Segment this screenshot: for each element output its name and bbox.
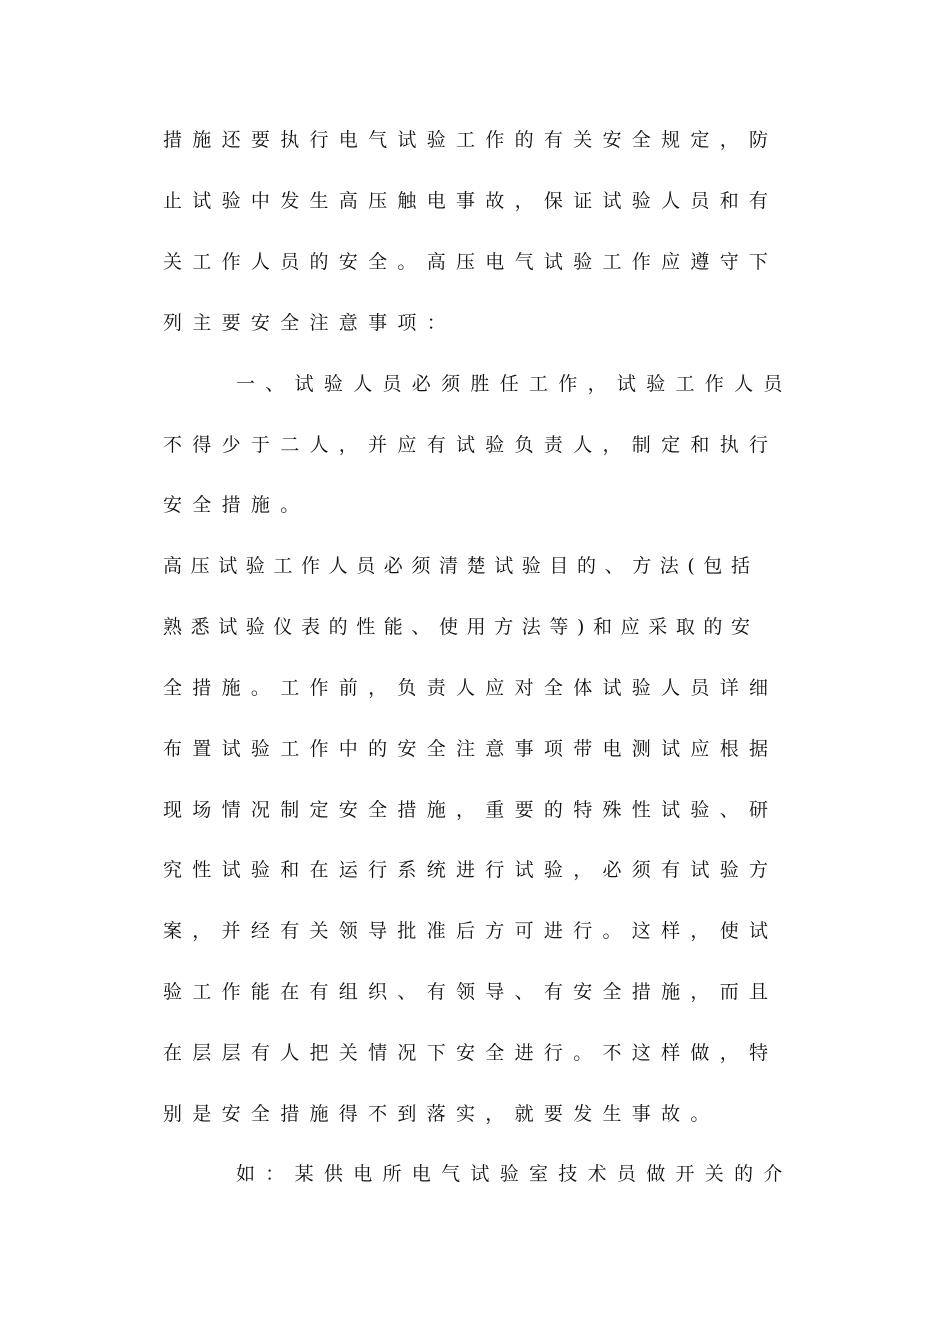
text-line: 安全措施。 (163, 494, 310, 516)
text-line: 布置试验工作中的安全注意事项带电测试应根据 (163, 738, 779, 760)
text-line: 一、试验人员必须胜任工作，试验工作人员 (236, 373, 793, 395)
text-line: 不得少于二人，并应有试验负责人，制定和执行 (163, 434, 779, 456)
text-line: 究性试验和在运行系统进行试验，必须有试验方 (163, 859, 779, 881)
text-line: 熟悉试验仪表的性能、使用方法等)和应采取的安 (163, 616, 759, 638)
text-line: 止试验中发生高压触电事故，保证试验人员和有 (163, 190, 779, 212)
text-line: 别是安全措施得不到落实，就要发生事故。 (163, 1103, 720, 1125)
text-line: 全措施。工作前，负责人应对全体试验人员详细 (163, 677, 779, 699)
text-line: 现场情况制定安全措施，重要的特殊性试验、研 (163, 799, 779, 821)
text-line: 列主要安全注意事项： (163, 312, 457, 334)
text-line: 高压试验工作人员必须清楚试验目的、方法(包括 (163, 555, 759, 577)
text-line: 措施还要执行电气试验工作的有关安全规定，防 (163, 129, 779, 151)
text-line: 在层层有人把关情况下安全进行。不这样做，特 (163, 1042, 779, 1064)
text-line: 验工作能在有组织、有领导、有安全措施，而且 (163, 981, 779, 1003)
text-line: 如：某供电所电气试验室技术员做开关的介 (236, 1163, 793, 1185)
text-line: 关工作人员的安全。高压电气试验工作应遵守下 (163, 251, 779, 273)
text-line: 案，并经有关领导批准后方可进行。这样，使试 (163, 920, 779, 942)
